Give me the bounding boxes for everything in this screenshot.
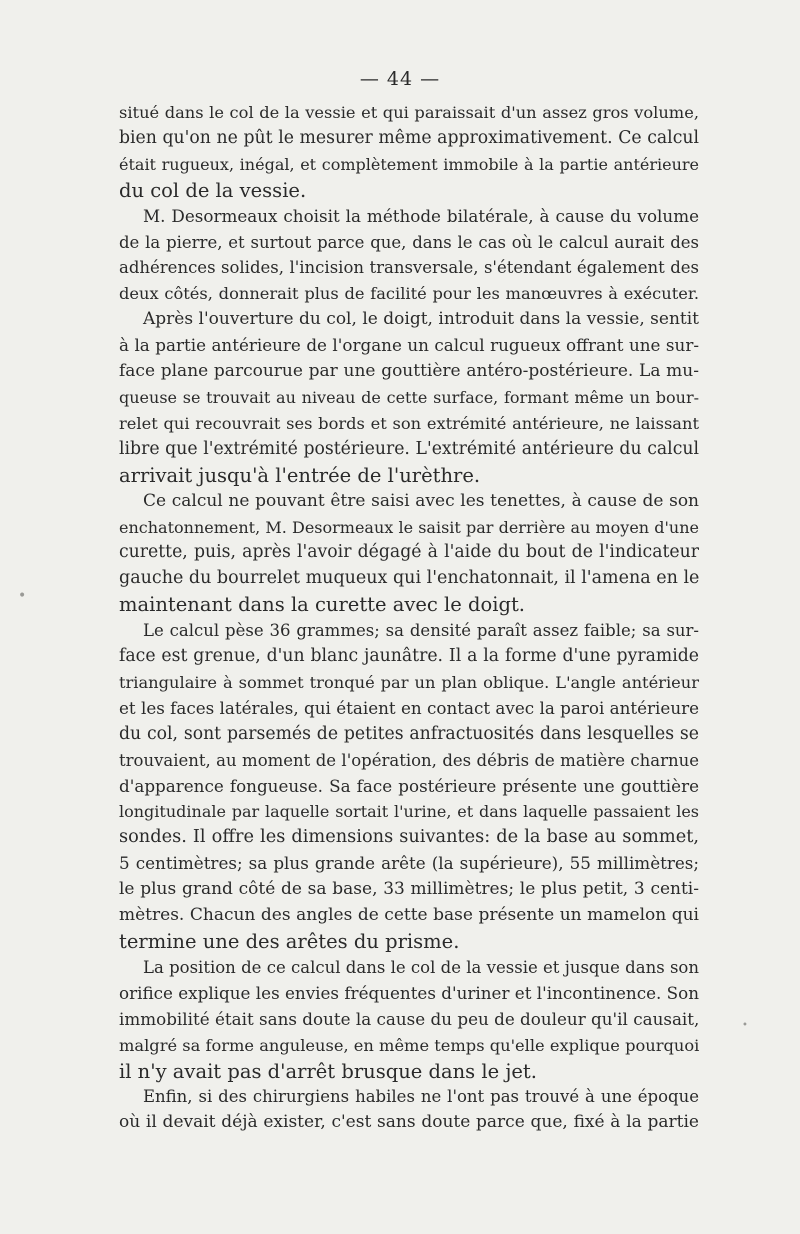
text-line: il n'y avait pas d'arrêt brusque dans le jet. — [119, 1059, 537, 1083]
text-line: le plus grand côté de sa base, 33 millimètres; le plus petit, 3 centi- — [119, 879, 699, 900]
text-line: arrivait jusqu'à l'entrée de l'urèthre. — [119, 463, 481, 487]
text-line: du col de la vessie. — [119, 178, 307, 202]
text-line: situé dans le col de la vessie et qui paraissait d'un assez gros volume, — [119, 103, 699, 122]
text-line: gauche du bourrelet muqueux qui l'enchatonnait, il l'amena en le — [119, 568, 700, 589]
text-line: bien qu'on ne pût le mesurer même approximativement. Ce calcul — [119, 127, 699, 148]
text-line: immobilité était sans doute la cause du peu de douleur qu'il causait, — [119, 1008, 700, 1029]
body-text — [119, 100, 699, 1136]
text-line: où il devait déjà exister, c'est sans doute parce que, fixé à la partie — [119, 1112, 699, 1133]
text-line: était rugueux, inégal, et complètement immobile à la partie antérieure — [119, 154, 699, 174]
text-line: malgré sa forme anguleuse, en même temps qu'elle explique pourquoi — [119, 1035, 700, 1055]
text-line: M. Desormeaux choisit la méthode bilatérale, à cause du volume — [143, 205, 699, 226]
text-line: mètres. Chacun des angles de cette base présente un mamelon qui — [119, 905, 699, 926]
text-line: à la partie antérieure de l'organe un calcul rugueux offrant une sur- — [119, 335, 699, 356]
text-line: adhérences solides, l'incision transversale, s'étendant également des — [119, 258, 699, 278]
text-line: du col, sont parsemés de petites anfractuosités dans lesquelles se — [119, 723, 699, 744]
scan-speck-mark: • — [742, 1020, 748, 1031]
page-number: — 44 — — [359, 68, 441, 90]
text-line: face est grenue, d'un blanc jaunâtre. Il a la forme d'une pyramide — [119, 646, 699, 667]
text-line: La position de ce calcul dans le col de la vessie et jusque dans son — [143, 957, 699, 977]
text-line: curette, puis, après l'avoir dégagé à l'aide du bout de l'indicateur — [119, 542, 699, 563]
text-line: d'apparence fongueuse. Sa face postérieure présente une gouttière — [119, 775, 699, 796]
scan-speck-mark: • — [18, 588, 27, 604]
text-line: de la pierre, et surtout parce que, dans le cas où le calcul aurait des — [119, 232, 699, 252]
text-line: 5 centimètres; sa plus grande arête (la supérieure), 55 millimètres; — [119, 853, 699, 874]
text-line: orifice explique les envies fréquentes d'uriner et l'incontinence. Son — [119, 982, 699, 1003]
text-line: queuse se trouvait au niveau de cette surface, formant même un bour- — [119, 387, 699, 407]
text-line: Ce calcul ne pouvant être saisi avec les tenettes, à cause de son — [143, 490, 699, 511]
text-line: longitudinale par laquelle sortait l'urine, et dans laquelle passaient les — [119, 802, 699, 822]
text-line: enchatonnement, M. Desormeaux le saisit par derrière au moyen d'une — [119, 517, 699, 537]
text-line: trouvaient, au moment de l'opération, des débris de matière charnue — [119, 750, 699, 770]
text-line: et les faces latérales, qui étaient en contact avec la paroi antérieure — [119, 697, 700, 718]
text-line: face plane parcourue par une gouttière antéro-postérieure. La mu- — [119, 361, 699, 382]
text-line: libre que l'extrémité postérieure. L'extrémité antérieure du calcul — [119, 438, 699, 459]
text-line: relet qui recouvrait ses bords et son extrémité antérieure, ne laissant — [119, 413, 699, 433]
text-line: termine une des arêtes du prisme. — [119, 930, 460, 953]
text-line: Après l'ouverture du col, le doigt, introduit dans la vessie, sentit — [143, 309, 699, 330]
text-line: sondes. Il offre les dimensions suivantes: de la base au sommet, — [119, 827, 699, 848]
text-line: maintenant dans la curette avec le doigt. — [119, 593, 526, 617]
text-line: deux côtés, donnerait plus de facilité pour les manœuvres à exécuter. — [119, 284, 699, 304]
text-line: Enfin, si des chirurgiens habiles ne l'ont pas trouvé à une époque — [143, 1087, 699, 1107]
text-line: Le calcul pèse 36 grammes; sa densité paraît assez faible; sa sur- — [143, 621, 699, 641]
text-line: triangulaire à sommet tronqué par un plan oblique. L'angle antérieur — [119, 672, 699, 692]
